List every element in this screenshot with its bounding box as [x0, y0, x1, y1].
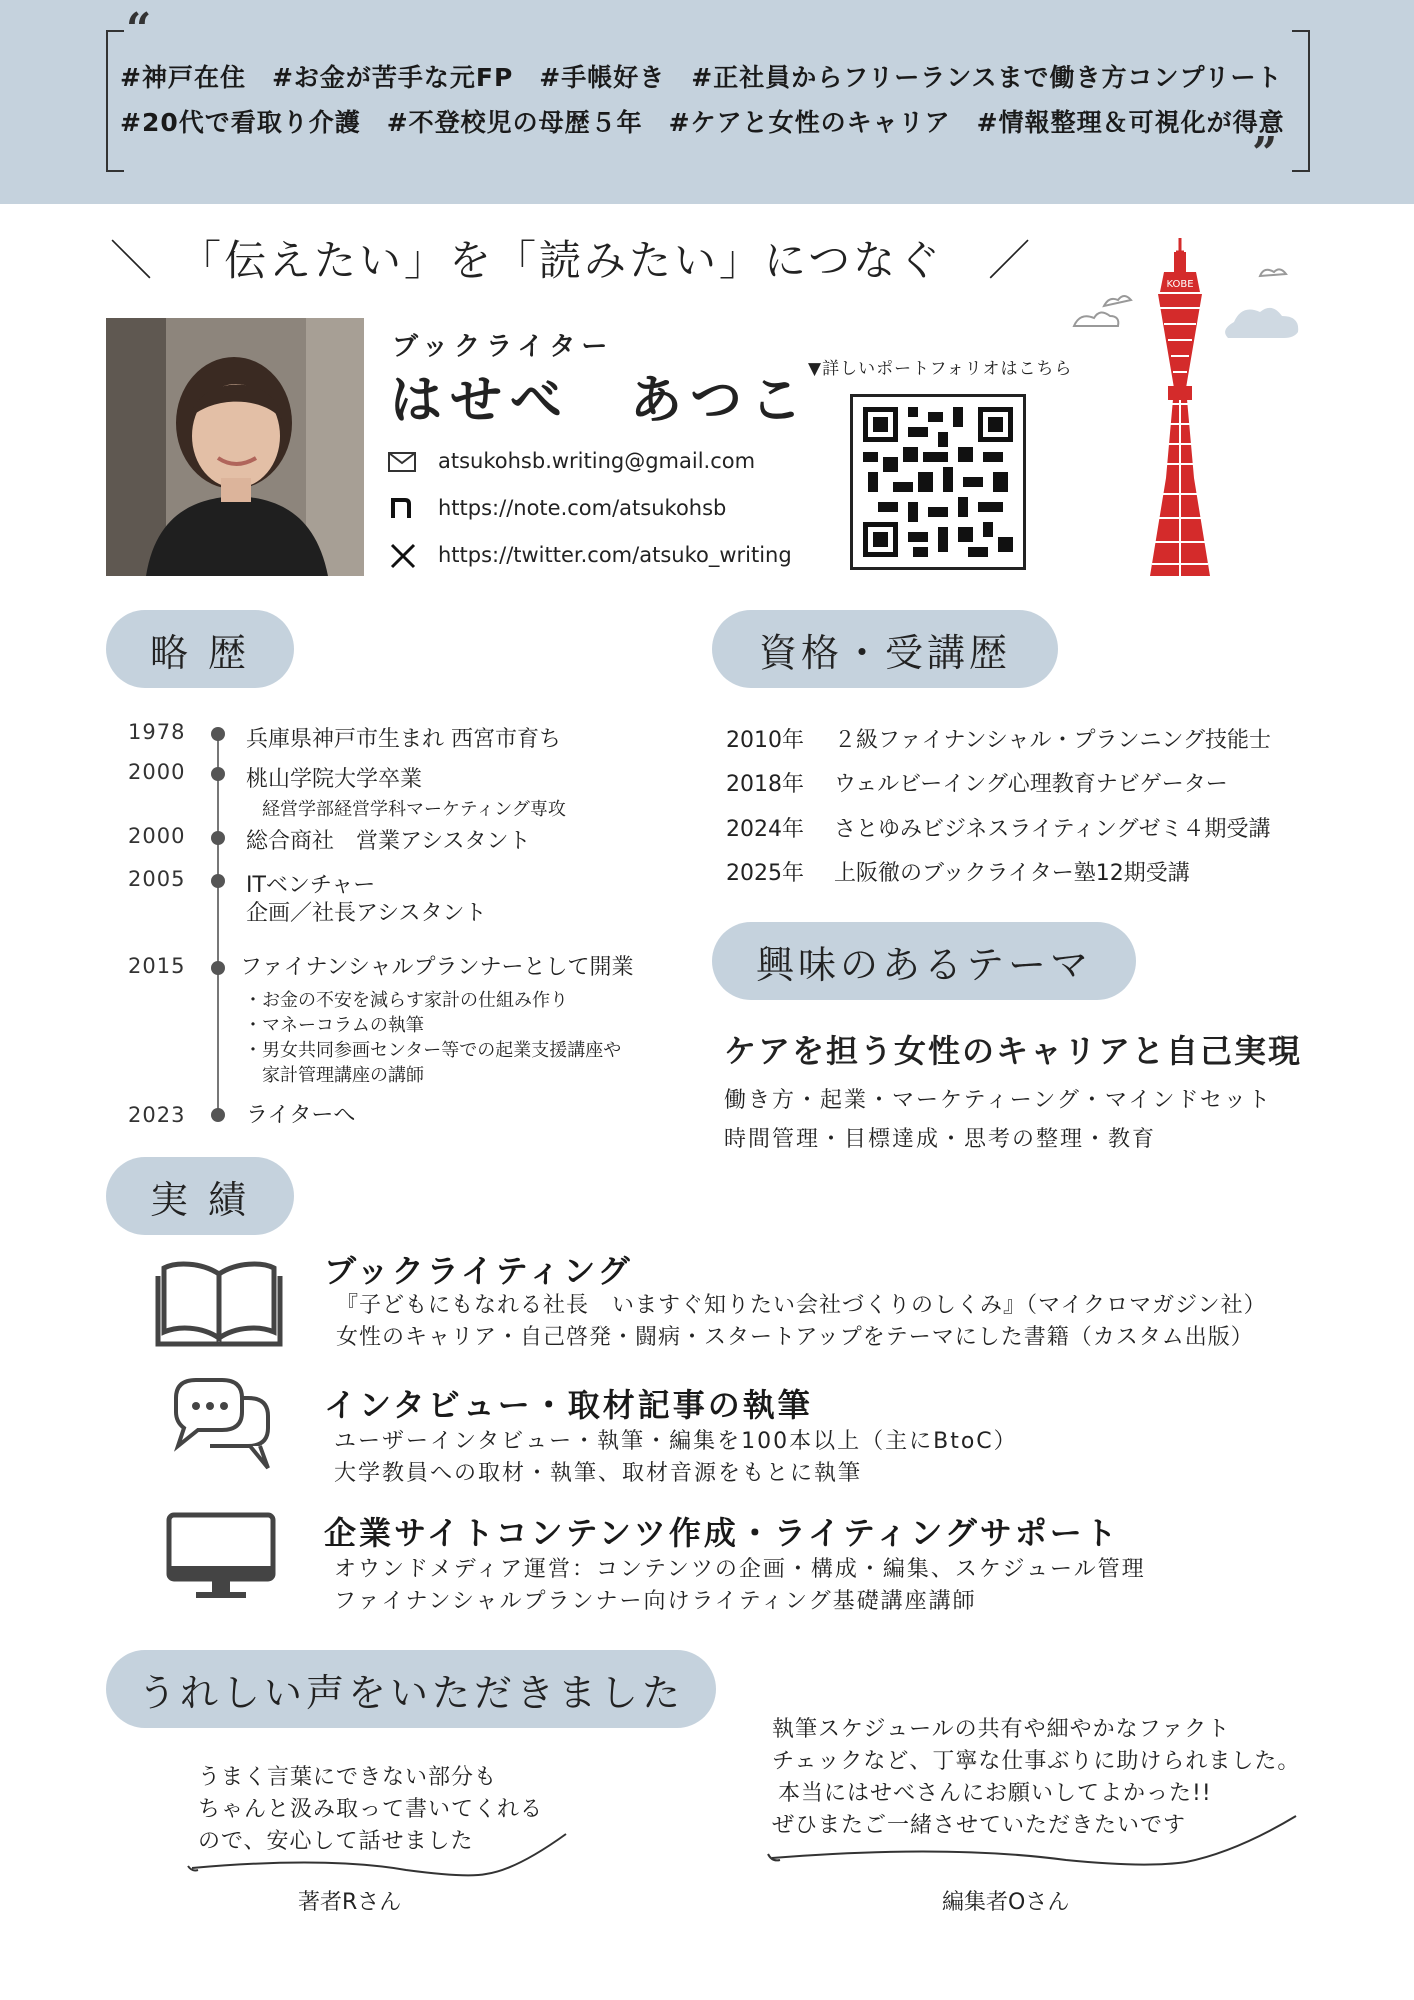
achievement-line: 『子どもにもなれる社長 いますぐ知りたい会社づくりのしくみ』（マイクロマガジン社）	[336, 1293, 1267, 1318]
history-entry: ライターへ	[246, 1103, 356, 1128]
qualification-year: 2010年	[726, 728, 804, 753]
testimonials-heading: うれしい声をいただきました	[106, 1650, 716, 1728]
testimonial-line: ちゃんと汲み取って書いてくれる	[198, 1797, 544, 1822]
slogan: ＼ 「伝えたい」を「読みたい」につなぐ ／	[110, 236, 1034, 285]
themes-line: 働き方・起業・マーケティーング・マインドセット	[724, 1088, 1272, 1113]
timeline-dot	[211, 874, 225, 888]
chat-bubbles-icon	[170, 1376, 276, 1476]
testimonial-line: チェックなど、丁寧な仕事ぶりに助けられました。	[772, 1749, 1301, 1774]
achievement-heading: 企業サイトコンテンツ作成・ライティングサポート	[324, 1514, 1120, 1552]
book-icon	[156, 1260, 282, 1354]
history-bullet: 家計管理講座の講師	[244, 1065, 424, 1086]
role-title: ブックライター	[392, 332, 614, 362]
profile-photo	[106, 318, 364, 576]
testimonial-line: ので、安心して話せました	[198, 1829, 474, 1854]
portfolio-qr-code[interactable]	[850, 394, 1026, 570]
testimonial-line: ぜひまたご一緒させていただきたいです	[772, 1813, 1187, 1838]
testimonial-underline	[186, 1830, 576, 1884]
testimonial-underline	[766, 1810, 1306, 1874]
banner-bracket-right	[1292, 30, 1310, 172]
achievement-heading: インタビュー・取材記事の執筆	[324, 1386, 813, 1424]
hashtag-line-1: #神戸在住 #お金が苦手な元FP #手帳好き #正社員からフリーランスまで働き方コンプリート	[120, 63, 1283, 92]
qualifications-heading: 資格・受講歴	[712, 610, 1058, 688]
history-bullet: ・お金の不安を減らす家計の仕組み作り	[244, 990, 568, 1011]
history-entry: 桃山学院大学卒業	[246, 767, 423, 792]
qualification-text: ウェルビーイング心理教育ナビゲーター	[834, 772, 1228, 797]
hashtag-line-2: #20代で看取り介護 #不登校児の母歴５年 #ケアと女性のキャリア #情報整理＆可視化が得意	[120, 108, 1285, 137]
email-link[interactable]: atsukohsb.writing@gmail.com	[438, 449, 756, 473]
qualification-year: 2018年	[726, 772, 804, 797]
monitor-icon	[166, 1512, 276, 1606]
achievement-line: 女性のキャリア・自己啓発・闘病・スタートアップをテーマにした書籍（カスタム出版）	[336, 1325, 1254, 1350]
history-entry-detail: 経営学部経営学科マーケティング専攻	[262, 799, 566, 820]
qualification-year: 2025年	[726, 861, 804, 886]
timeline-dot	[211, 831, 225, 845]
timeline-dot	[211, 767, 225, 781]
qualification-year: 2024年	[726, 817, 804, 842]
testimonial-line: 執筆スケジュールの共有や細やかなファクト	[772, 1717, 1231, 1742]
timeline-dot	[211, 961, 225, 975]
testimonial-author: 編集者Oさん	[942, 1890, 1070, 1915]
achievement-line: ユーザーインタビュー・執筆・編集を100本以上（主にBtoC）	[334, 1429, 1018, 1454]
qualification-text: ２級ファイナンシャル・プランニング技能士	[834, 728, 1272, 753]
writer-name: はせべ あつこ	[390, 371, 811, 431]
timeline-year: 2005	[128, 867, 186, 891]
timeline-line	[217, 733, 219, 1113]
history-entry: 総合商社 営業アシスタント	[246, 829, 531, 854]
timeline-dot	[211, 727, 225, 741]
history-entry: 企画／社長アシスタント	[246, 901, 487, 926]
timeline-year: 2000	[128, 760, 186, 784]
banner-bracket-left	[106, 30, 124, 172]
timeline-dot	[211, 1108, 225, 1122]
themes-line: 時間管理・目標達成・思考の整理・教育	[724, 1127, 1157, 1152]
timeline-year: 2000	[128, 824, 186, 848]
timeline-year: 2015	[128, 954, 186, 978]
hashtag-banner	[0, 0, 1414, 204]
portfolio-label: ▼詳しいポートフォリオはこちら	[808, 359, 1073, 379]
themes-headline: ケアを担う女性のキャリアと自己実現	[724, 1032, 1303, 1070]
testimonial-line: 本当にはせべさんにお願いしてよかった!!	[778, 1781, 1212, 1806]
timeline-year: 1978	[128, 720, 186, 744]
achievement-line: ファイナンシャルプランナー向けライティング基礎講座講師	[334, 1589, 977, 1614]
achievements-heading: 実 績	[106, 1157, 294, 1235]
close-quote-icon: ”	[1252, 128, 1278, 179]
history-entry: 兵庫県神戸市生まれ 西宮市育ち	[246, 727, 561, 752]
kobe-tower-illustration	[1060, 238, 1320, 582]
history-bullet: ・男女共同参画センター等での起業支援講座や	[244, 1040, 622, 1061]
note-link[interactable]: https://note.com/atsukohsb	[438, 496, 727, 520]
themes-heading: 興味のあるテーマ	[712, 922, 1136, 1000]
qualification-text: 上阪徹のブックライター塾12期受講	[834, 861, 1190, 886]
tower-sign: KOBE	[1166, 279, 1194, 290]
testimonial-line: うまく言葉にできない部分も	[198, 1765, 498, 1790]
achievement-line: オウンドメディア運営：コンテンツの企画・構成・編集、スケジュール管理	[334, 1557, 1146, 1582]
history-entry: ITベンチャー	[246, 873, 376, 898]
x-twitter-icon	[390, 543, 416, 573]
timeline-year: 2023	[128, 1103, 186, 1127]
history-entry: ファイナンシャルプランナーとして開業	[240, 955, 634, 980]
qualification-text: さとゆみビジネスライティングゼミ４期受講	[834, 817, 1271, 842]
achievement-heading: ブックライティング	[324, 1252, 633, 1290]
history-bullet: ・マネーコラムの執筆	[244, 1015, 424, 1036]
note-icon	[390, 497, 412, 523]
testimonial-author: 著者Rさん	[298, 1890, 402, 1915]
history-heading: 略 歴	[106, 610, 294, 688]
achievement-line: 大学教員への取材・執筆、取材音源をもとに執筆	[334, 1461, 863, 1486]
mail-icon	[388, 452, 416, 476]
twitter-link[interactable]: https://twitter.com/atsuko_writing	[438, 543, 792, 567]
open-quote-icon: “	[126, 4, 152, 55]
